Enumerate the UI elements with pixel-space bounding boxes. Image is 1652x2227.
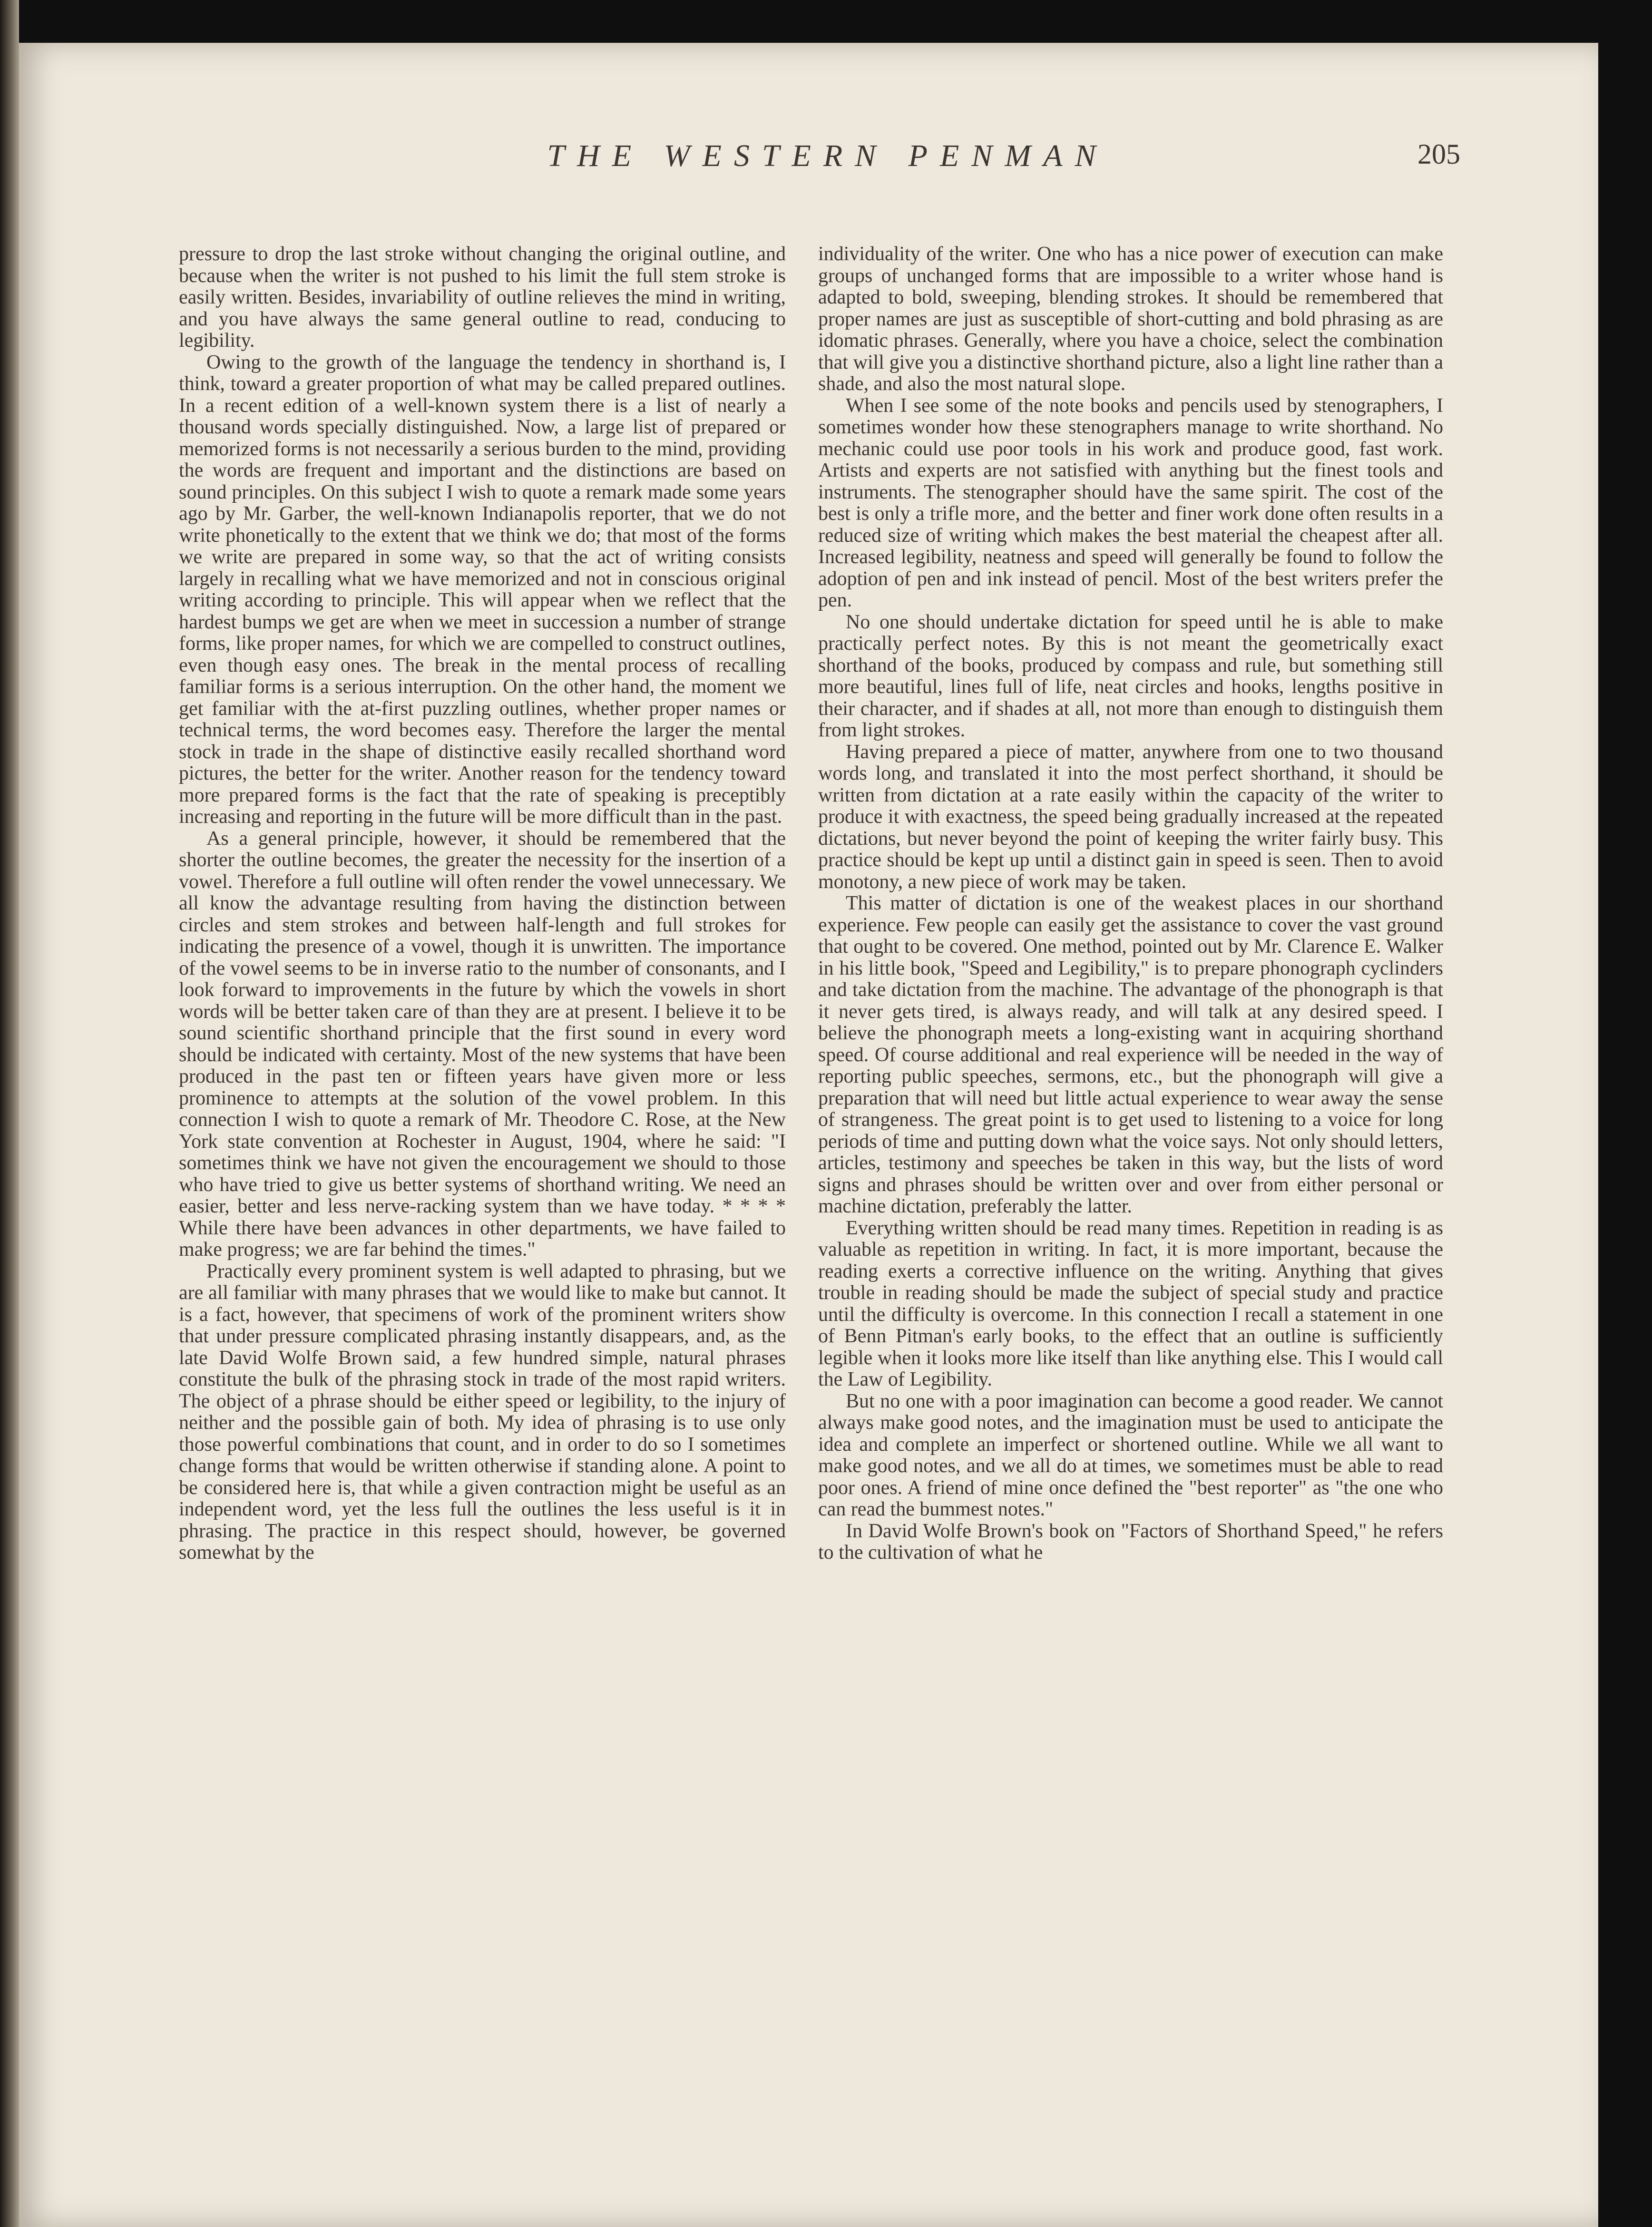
paragraph: But no one with a poor imagination can become a good reader. We cannot always make good notes, and the imagination must be used to anticipate the idea and complete an imperfect or shortened outline. While we all want to make good notes, and we all do at times, we sometimes must be able to read poor ones. A friend of mine once defined the "best reporter" as "the one who can read the bummest notes." [818, 1390, 1443, 1520]
paragraph: individuality of the writer. One who has a nice power of execution can make groups of unchanged forms that are impossible to a writer whose hand is adapted to bold, sweeping, blending strokes. It should be remembered that proper names are just as susceptible of short-cutting and bold phrasing as are idomatic phrases. Generally, where you have a choice, select the combination that will give you a distinctive shorthand picture, also a light line rather than a shade, and also the most natural slope. [818, 244, 1443, 395]
left-column [179, 244, 786, 2080]
paragraph: When I see some of the note books and pencils used by stenographers, I sometimes wonder how these stenographers manage to write shorthand. No mechanic could use poor tools in his work and produce good, fast work. Artists and experts are not satisfied with anything but the finest tools and instruments. The stenographer should have the same spirit. The cost of the best is only a trifle more, and the better and finer work done often results in a reduced size of writing which makes the best material the cheapest after all. Increased legibility, neatness and speed will generally be found to follow the adoption of pen and ink instead of pencil. Most of the best writers prefer the pen. [818, 394, 1443, 611]
paragraph: As a general principle, however, it should be remembered that the shorter the outline becomes, the greater the necessity for the insertion of a vowel. Therefore a full outline will often render the vowel unnecessary. We all know the advantage resulting from having the distinction between circles and stem strokes and between half-length and full strokes for indicating the presence of a vowel, though it is unwritten. The importance of the vowel seems to be in inverse ratio to the number of consonants, and I look forward to improvements in the future by which the vowels in short words will be better taken care of than they are at present. I believe it to be sound scientific shorthand principle that the first sound in every word should be indicated with certainty. Most of the new systems that have been produced in the past ten or fifteen years have given more or less prominence to attempts at the solution of the vowel problem. In this connection I wish to quote a remark of Mr. Theodore C. Rose, at the New York state convention at Rochester in August, 1904, where he said: "I sometimes think we have not given the encouragement we should to those who have tried to give us better systems of shorthand writing. We need an easier, better and less nerve-racking system than we have today. * * * * While there have been advances in other departments, we have failed to make progress; we are far behind the times." [179, 827, 786, 1260]
paragraph: No one should undertake dictation for speed until he is able to make practically perfect notes. By this is not meant the geometrically exact shorthand of the books, produced by compass and rule, but something still more beautiful, lines full of life, neat circles and hooks, lengths positive in their character, and if shades at all, not more than enough to distinguish them from light strokes. [818, 611, 1443, 741]
paragraph: In David Wolfe Brown's book on "Factors of Shorthand Speed," he refers to the cultivation of what he [818, 1520, 1443, 1563]
paragraph: Having prepared a piece of matter, anywhere from one to two thousand words long, and translated it into the most perfect shorthand, it should be written from dictation at a rate easily within the capacity of the writer to produce it with exactness, the speed being gradually increased at the repeated dictations, but never beyond the point of keeping the writer fairly busy. This practice should be kept up until a distinct gain in speed is seen. Then to avoid monotony, a new piece of work may be taken. [818, 741, 1443, 893]
paragraph: Practically every prominent system is well adapted to phrasing, but we are all familiar with many phrases that we would like to make but cannot. It is a fact, however, that specimens of work of the prominent writers show that under pressure complicated phrasing instantly disappears, and, as the late David Wolfe Brown said, a few hundred simple, natural phrases constitute the bulk of the phrasing stock in trade of the most rapid writers. The object of a phrase should be either speed or legibility, to the injury of neither and the possible gain of both. My idea of phrasing is to use only those powerful combinations that count, and in order to do so I sometimes change forms that would be written otherwise if standing alone. A point to be considered here is, that while a given contraction might be useful as an independent word, yet the less full the outlines the less useful is it in phrasing. The practice in this respect should, however, be governed somewhat by the [179, 1260, 786, 1563]
book-page [19, 43, 1598, 2227]
paragraph: Owing to the growth of the language the tendency in shorthand is, I think, toward a greater proportion of what may be called prepared outlines. In a recent edition of a well-known system there is a list of nearly a thousand words specially distinguished. Now, a large list of prepared or memorized forms is not necessarily a serious burden to the mind, providing the words are frequent and important and the distinctions are based on sound principles. On this subject I wish to quote a remark made some years ago by Mr. Garber, the well-known Indianapolis reporter, that we do not write phonetically to the extent that we think we do; that most of the forms we write are prepared in some way, so that the act of writing consists largely in recalling what we have memorized and not in conscious original writing according to principle. This will appear when we reflect that the hardest bumps we get are when we meet in succession a number of strange forms, like proper names, for which we are compelled to construct outlines, even though easy ones. The break in the mental process of recalling familiar forms is a serious interruption. On the other hand, the moment we get familiar with the at-first puzzling outlines, whether proper names or technical terms, the word becomes easy. Therefore the larger the mental stock in trade in the shape of distinctive easily recalled shorthand word pictures, the better for the writer. Another reason for the tendency toward more prepared forms is the fact that the rate of speaking is preceptibly increasing and reporting in the future will be more difficult than in the past. [179, 351, 786, 828]
paragraph: Everything written should be read many times. Repetition in reading is as valuable as repetition in writing. In fact, it is more important, because the reading exerts a corrective influence on the writing. Anything that gives trouble in reading should be made the subject of special study and practice until the difficulty is overcome. In this connection I recall a statement in one of Benn Pitman's early books, to the effect that an outline is sufficiently legible when it looks more like itself than like anything else. This I would call the Law of Legibility. [818, 1217, 1443, 1390]
page-number: 205 [1417, 138, 1460, 170]
binding-edge [0, 0, 19, 2227]
paragraph: This matter of dictation is one of the weakest places in our shorthand experience. Few people can easily get the assistance to cover the vast ground that ought to be covered. One method, pointed out by Mr. Clarence E. Walker in his little book, "Speed and Legibility," is to prepare phonograph cyclinders and take dictation from the machine. The advantage of the phonograph is that it never gets tired, is always ready, and will talk at any desired speed. I believe the phonograph meets a long-existing want in acquiring shorthand speed. Of course additional and real experience will be needed in the way of reporting public speeches, sermons, etc., but the phonograph will give a preparation that will need but little actual experience to wear away the sense of strangeness. The great point is to get used to listening to a voice for long periods of time and putting down what the voice says. Not only should letters, articles, testimony and speeches be taken in this way, but the lists of word signs and phrases should be written over and over from either personal or machine dictation, preferably the latter. [818, 892, 1443, 1217]
page-header [19, 43, 1598, 173]
running-title: THE WESTERN PENMAN [547, 138, 1108, 173]
paragraph: pressure to drop the last stroke without changing the original outline, and because when the writer is not pushed to his limit the full stem stroke is easily written. Besides, invariability of outline relieves the mind in writing, and you have always the same general outline to read, conducing to legibility. [179, 244, 786, 352]
right-column [818, 244, 1443, 2080]
